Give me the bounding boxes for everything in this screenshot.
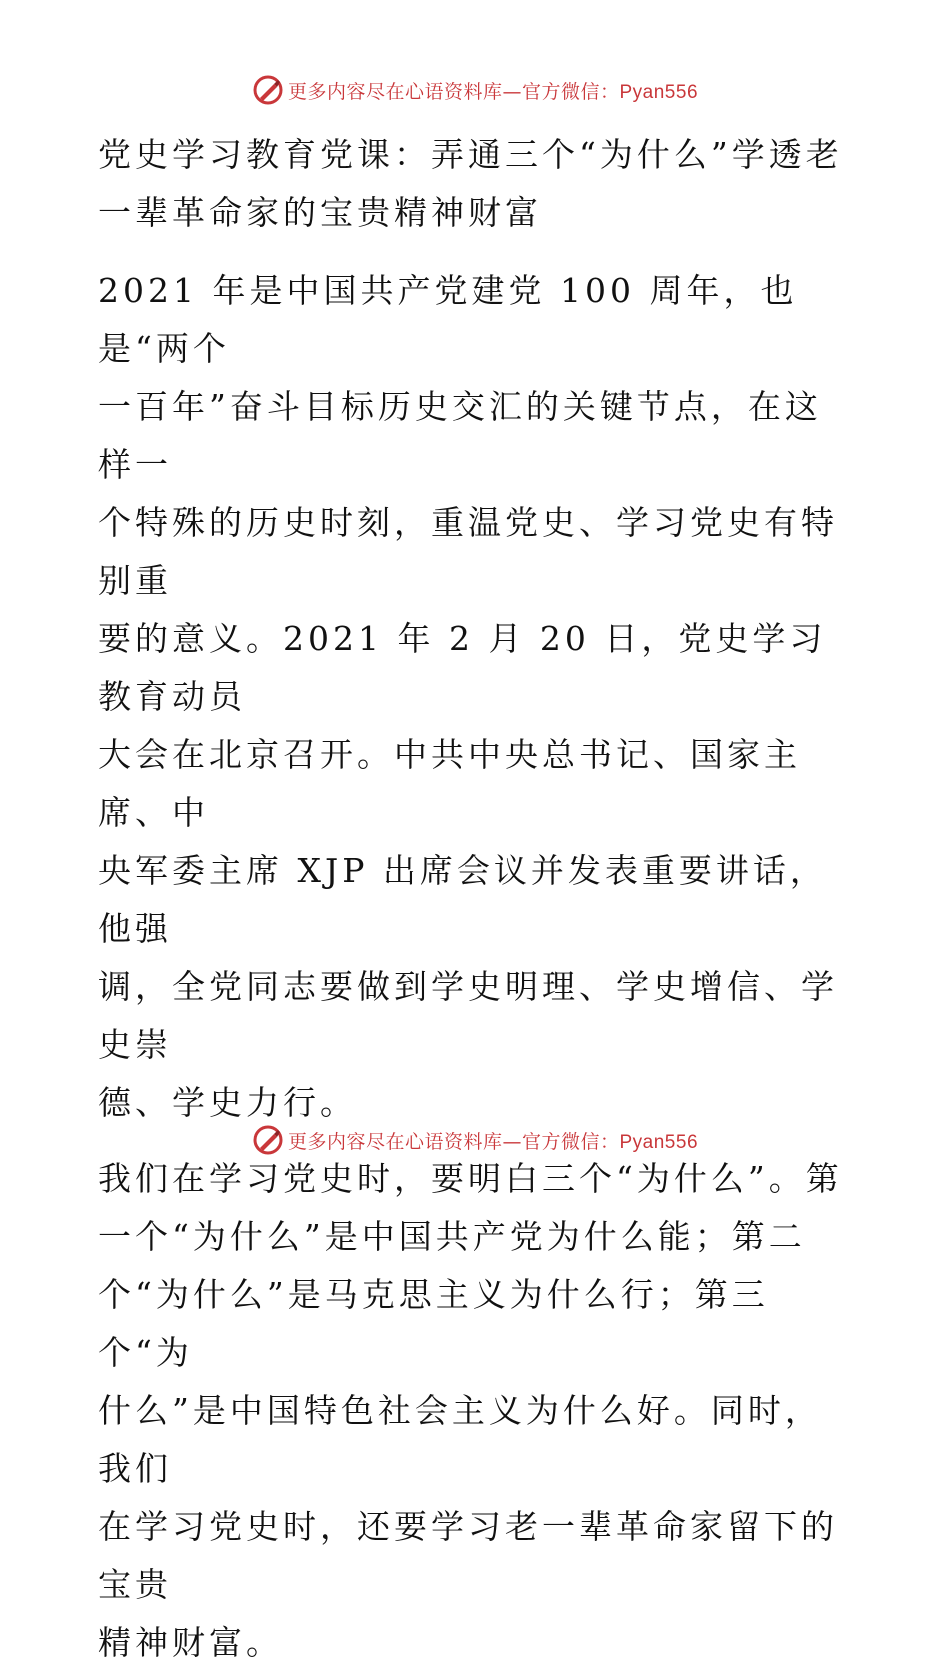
- footer-watermark-text: 更多内容尽在心语资料库—官方微信：Pyan556: [287, 1130, 699, 1153]
- text-line: 要的意义。2021 年 2 月 20 日，党史学习教育动员: [98, 619, 827, 716]
- text-line: 在学习党史时，还要学习老一辈革命家留下的宝贵: [98, 1507, 838, 1604]
- pen-logo-icon: [252, 74, 284, 106]
- text-line: 个特殊的历史时刻，重温党史、学习党史有特别重: [98, 503, 838, 600]
- text-line: 一百年”奋斗目标历史交汇的关键节点，在这样一: [98, 387, 822, 484]
- text-line: 个“为什么”是马克思主义为什么行；第三个“为: [98, 1275, 769, 1372]
- text-line: 央军委主席 XJP 出席会议并发表重要讲话，他强: [98, 851, 827, 948]
- text-line: 2021 年是中国共产党建党 100 周年，也是“两个: [98, 271, 798, 368]
- header-watermark-text: 更多内容尽在心语资料库—官方微信：Pyan556: [287, 80, 699, 103]
- header-watermark: [0, 70, 950, 110]
- paragraph-2: [98, 1150, 858, 1672]
- document-body: [98, 126, 858, 1672]
- text-line: 德、学史力行。: [98, 1083, 357, 1122]
- text-line: 调，全党同志要做到学史明理、学史增信、学史崇: [98, 967, 838, 1064]
- text-line: 我们在学习党史时，要明白三个“为什么”。第: [98, 1159, 843, 1198]
- footer-watermark: [0, 1120, 950, 1160]
- pen-logo-icon: [252, 1124, 284, 1156]
- text-line: 什么”是中国特色社会主义为什么好。同时，我们: [98, 1391, 822, 1488]
- paragraph-1: [98, 262, 858, 1132]
- title-line: 党史学习教育党课：弄通三个“为什么”学透老: [98, 135, 843, 174]
- text-line: 一个“为什么”是中国共产党为什么能；第二: [98, 1217, 806, 1256]
- document-title: [98, 126, 858, 242]
- text-line: 精神财富。: [98, 1623, 283, 1662]
- text-line: 大会在北京召开。中共中央总书记、国家主席、中: [98, 735, 801, 832]
- title-line: 一辈革命家的宝贵精神财富: [98, 193, 542, 232]
